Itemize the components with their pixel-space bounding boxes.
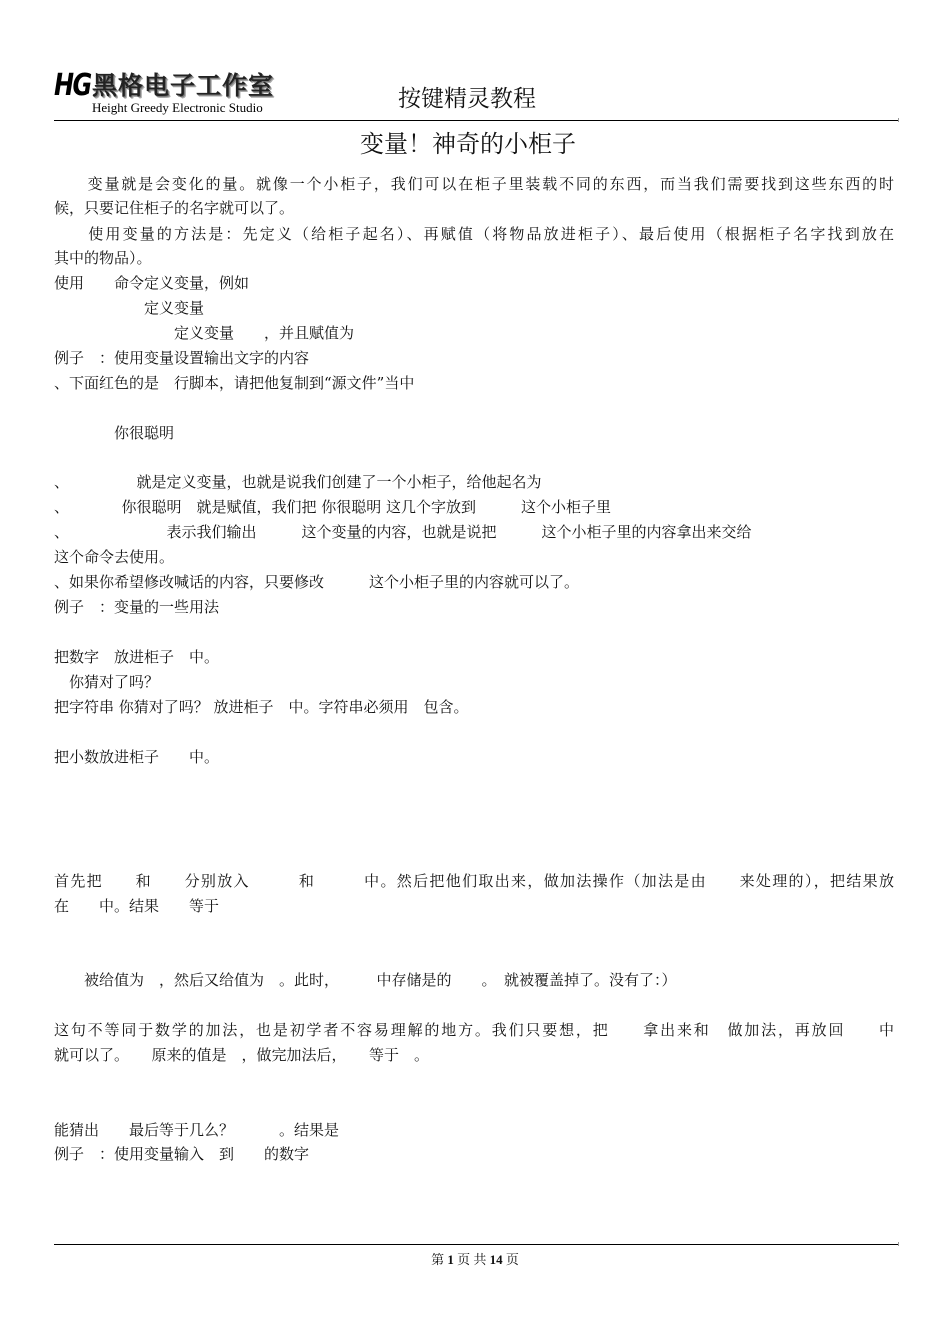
- header-title: 按键精灵教程: [398, 86, 536, 112]
- logo-mark: HG: [54, 68, 91, 103]
- body-line: 使用 命令定义变量，例如: [54, 274, 250, 292]
- body-line: 其中的物品）。: [54, 249, 152, 267]
- body-line: 把数字 放进柜子 中。: [54, 648, 220, 666]
- body-line: 就可以了。 原来的值是 ，做完加法后， 等于 。: [54, 1046, 430, 1064]
- body-line: 、 就是定义变量，也就是说我们创建了一个小柜子，给他起名为: [54, 473, 542, 491]
- body-line: 变量就是会变化的量。就像一个小柜子，我们可以在柜子里装载不同的东西，而当我们需要找到这些东西的时: [54, 175, 894, 193]
- logo-chinese-name: 黑格电子工作室: [92, 71, 275, 100]
- body-line: 候，只要记住柜子的名字就可以了。: [54, 199, 295, 217]
- footer-page-mid: 页 共: [457, 1252, 487, 1267]
- body-line: 被给值为 ，然后又给值为 。此时， 中存储是的 。 就被覆盖掉了。没有了：）: [54, 971, 677, 989]
- footer-rule-tick: [898, 1242, 899, 1246]
- footer-page-label: 第: [431, 1252, 445, 1267]
- document-title: 变量！神奇的小柜子: [360, 130, 576, 158]
- body-line: 你猜对了吗？: [54, 673, 160, 691]
- body-line: 把字符串 你猜对了吗？ 放进柜子 中。字符串必须用 包含。: [54, 698, 469, 716]
- footer-page-number: 1: [447, 1252, 454, 1267]
- example-heading: 例子 ：使用变量设置输出文字的内容: [54, 349, 310, 367]
- header-rule-tick: [898, 118, 899, 122]
- page-footer: [0, 1249, 950, 1268]
- body-line: 在 中。结果 等于: [54, 897, 220, 915]
- body-line: 定义变量 ，并且赋值为: [54, 324, 355, 342]
- header-rule: [54, 120, 899, 121]
- body-line: 首先把 和 分别放入 和 中。然后把他们取出来，做加法操作（加法是由 来处理的），把结果放: [54, 872, 894, 890]
- body-line: 、下面红色的是 行脚本，请把他复制到“源文件”当中: [54, 374, 415, 392]
- body-line: 把小数放进柜子 中。: [54, 748, 220, 766]
- script-line: 你很聪明: [54, 424, 175, 442]
- studio-logo: [54, 66, 304, 118]
- example-heading: 例子 ：变量的一些用法: [54, 598, 220, 616]
- body-line: 这句不等同于数学的加法，也是初学者不容易理解的地方。我们只要想，把 拿出来和 做加法，再放回 中: [54, 1021, 894, 1039]
- footer-page-end: 页: [505, 1252, 519, 1267]
- footer-page-total: 14: [489, 1252, 503, 1267]
- body-line: 、 表示我们输出 这个变量的内容，也就是说把 这个小柜子里的内容拿出来交给: [54, 523, 752, 541]
- footer-rule: [54, 1244, 899, 1245]
- body-line: 、 你很聪明 就是赋值，我们把 你很聪明 这几个字放到 这个小柜子里: [54, 498, 612, 516]
- body-line: 、如果你希望修改喊话的内容，只要修改 这个小柜子里的内容就可以了。: [54, 573, 580, 591]
- body-line: 定义变量: [54, 299, 205, 317]
- example-heading: 例子 ：使用变量输入 到 的数字: [54, 1145, 310, 1163]
- body-line: 能猜出 最后等于几么？ 。结果是: [54, 1121, 340, 1139]
- body-line: 使用变量的方法是：先定义（给柜子起名）、再赋值（将物品放进柜子）、最后使用（根据柜子名字找到放在: [54, 225, 894, 243]
- logo-english-name: Height Greedy Electronic Studio: [92, 100, 263, 115]
- body-line: 这个命令去使用。: [54, 548, 175, 566]
